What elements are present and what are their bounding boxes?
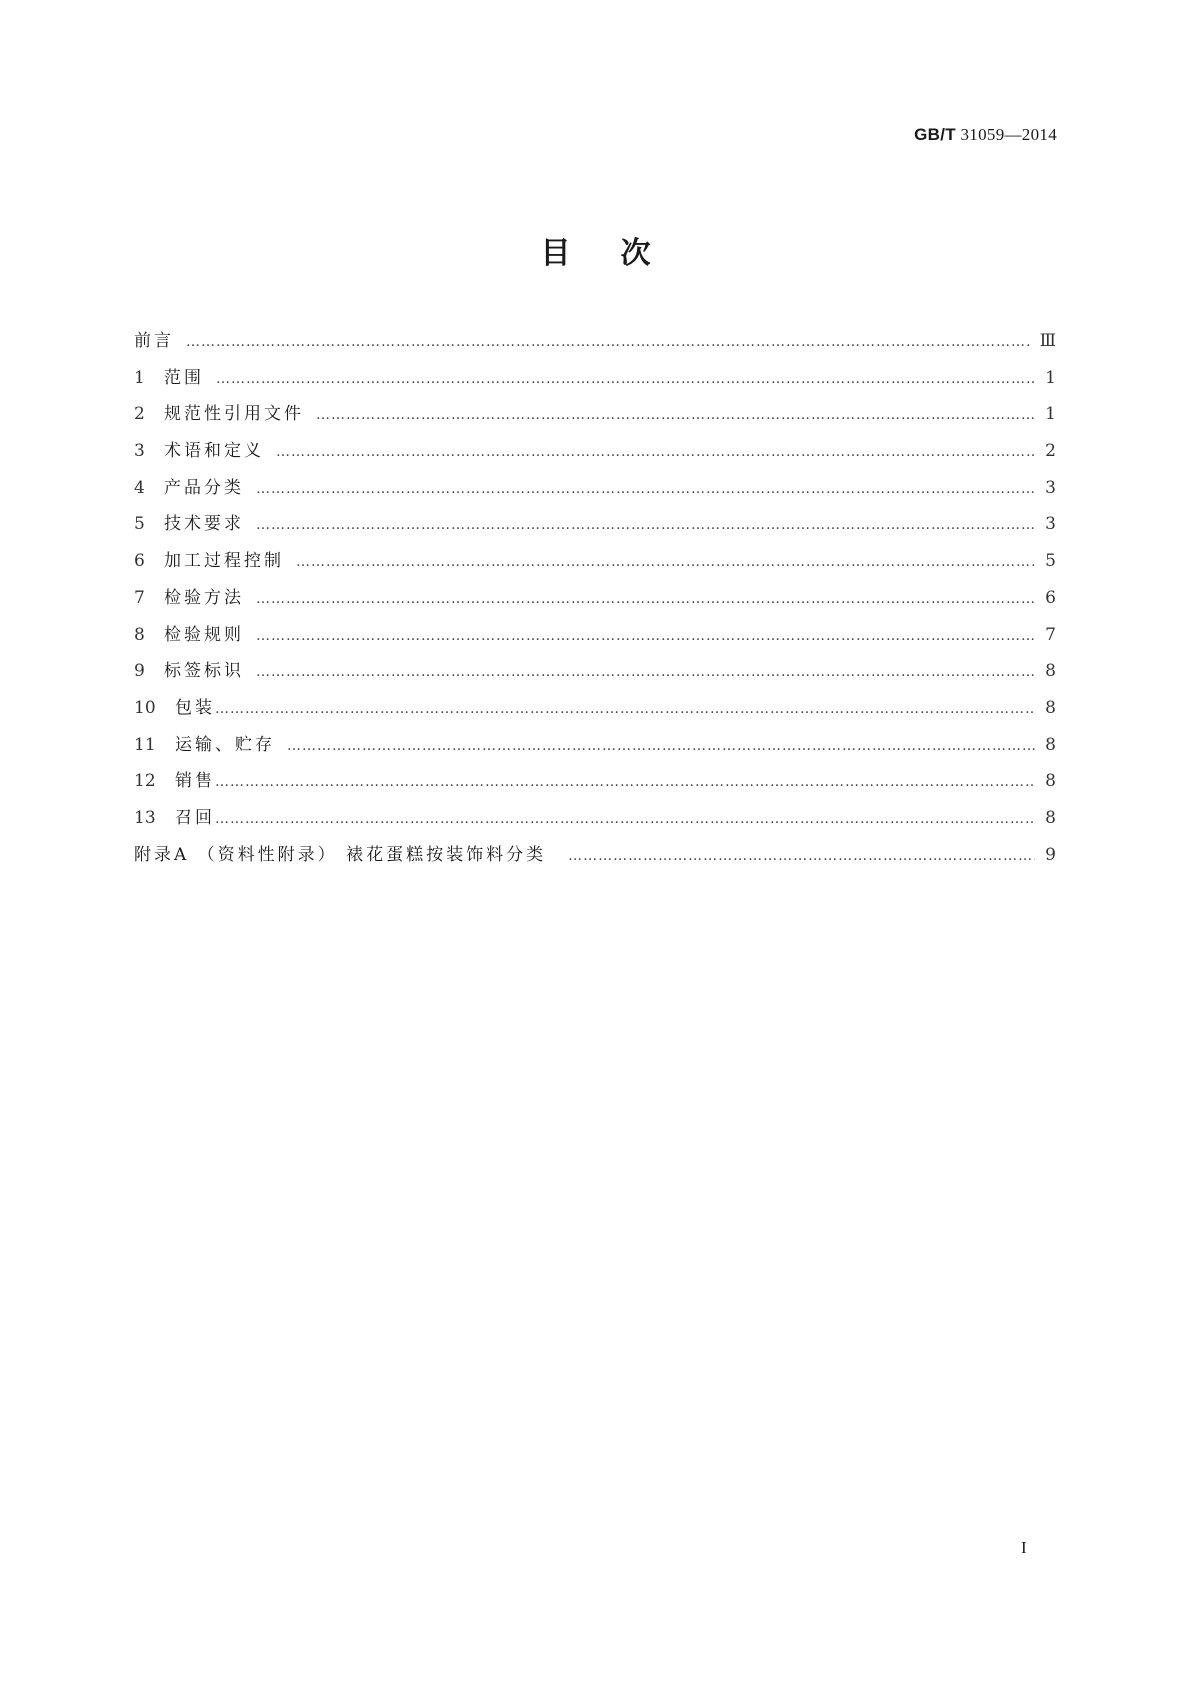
toc-entry[interactable] (134, 399, 1056, 436)
toc-entry[interactable] (134, 766, 1056, 803)
toc-entry-number: 9 (134, 661, 145, 682)
toc-entry-page: Ⅲ (1039, 331, 1056, 351)
toc-entry[interactable] (134, 656, 1056, 693)
toc-entry[interactable] (134, 546, 1056, 583)
toc-entry-label: 检验规则 (164, 624, 244, 645)
toc-entry[interactable] (134, 693, 1056, 730)
leader-dots (256, 591, 1035, 607)
toc-entry[interactable] (134, 620, 1056, 657)
toc-entry-label: 规范性引用文件 (164, 404, 304, 425)
toc-entry-number: 4 (134, 477, 145, 498)
toc-entry[interactable] (134, 436, 1056, 473)
toc-entry-page: 3 (1045, 514, 1056, 535)
toc-entry[interactable] (134, 583, 1056, 620)
leader-dots (215, 701, 1035, 717)
toc-entry-page: 8 (1045, 771, 1056, 792)
standard-code (914, 125, 1057, 145)
toc-entry-page: 8 (1045, 661, 1056, 682)
toc-entry-number: 11 (134, 734, 156, 755)
toc-entry-number: 12 (134, 771, 156, 792)
toc-entry-page: 1 (1045, 367, 1056, 388)
toc-entry-label: 检验方法 (164, 587, 244, 608)
toc-entry-label: 产品分类 (164, 477, 244, 498)
leader-dots (316, 407, 1035, 423)
toc-entry-number: 2 (134, 404, 145, 425)
toc-entry-page: 7 (1045, 624, 1056, 645)
toc-entry-number: 5 (134, 514, 145, 535)
page-number: I (1021, 1538, 1027, 1557)
toc-entry-page: 1 (1045, 404, 1056, 425)
toc-entry-number: 10 (134, 697, 156, 718)
leader-dots (215, 774, 1035, 790)
toc-entry-appendix-a[interactable] (134, 840, 1056, 877)
toc-entry-page: 9 (1045, 844, 1056, 865)
leader-dots (256, 628, 1035, 644)
toc-entry-number: 13 (134, 807, 156, 828)
leader-dots (287, 738, 1035, 754)
toc-entry-label: 加工过程控制 (164, 551, 284, 572)
toc-entry-page: 8 (1045, 734, 1056, 755)
toc-entry-number: 7 (134, 587, 145, 608)
toc-entry-page: 2 (1045, 441, 1056, 462)
toc-entry-page: 8 (1045, 807, 1056, 828)
toc-entry-label: 范围 (164, 367, 204, 388)
toc-entry-label: 前言 (134, 331, 174, 351)
standard-prefix: GB/T (914, 125, 956, 144)
leader-dots (215, 811, 1035, 827)
toc-entry-number: 1 (134, 367, 145, 388)
toc-entry-label: 标签标识 (164, 661, 244, 682)
toc-entry-label: 包装 (175, 697, 215, 718)
leader-dots (216, 371, 1035, 387)
toc-entry-page: 5 (1045, 551, 1056, 572)
toc-entry-page: 3 (1045, 477, 1056, 498)
toc-entry-foreword[interactable] (134, 326, 1056, 363)
toc-entry-page: 8 (1045, 697, 1056, 718)
toc-entry[interactable] (134, 730, 1056, 767)
toc-entry-label: 附录A （资料性附录） 裱花蛋糕按装饰料分类 (134, 844, 547, 865)
standard-number: 31059—2014 (960, 125, 1057, 144)
leader-dots (276, 444, 1035, 460)
page-title: 目次 (540, 236, 701, 271)
leader-dots (256, 517, 1035, 533)
toc-entry[interactable] (134, 473, 1056, 510)
toc-entry-label: 召回 (175, 807, 215, 828)
table-of-contents (134, 326, 1056, 876)
toc-entry-page: 6 (1045, 587, 1056, 608)
toc-entry-label: 术语和定义 (164, 441, 264, 462)
leader-dots (186, 334, 1030, 350)
leader-dots (256, 664, 1035, 680)
toc-entry-number: 6 (134, 551, 145, 572)
toc-entry[interactable] (134, 803, 1056, 840)
toc-entry-label: 运输、贮存 (175, 734, 275, 755)
leader-dots (256, 481, 1035, 497)
leader-dots (568, 848, 1035, 864)
toc-entry[interactable] (134, 363, 1056, 400)
toc-entry-label: 销售 (175, 771, 215, 792)
toc-entry-number: 3 (134, 441, 145, 462)
toc-entry-number: 8 (134, 624, 145, 645)
toc-entry-label: 技术要求 (164, 514, 244, 535)
toc-entry[interactable] (134, 509, 1056, 546)
leader-dots (296, 554, 1035, 570)
